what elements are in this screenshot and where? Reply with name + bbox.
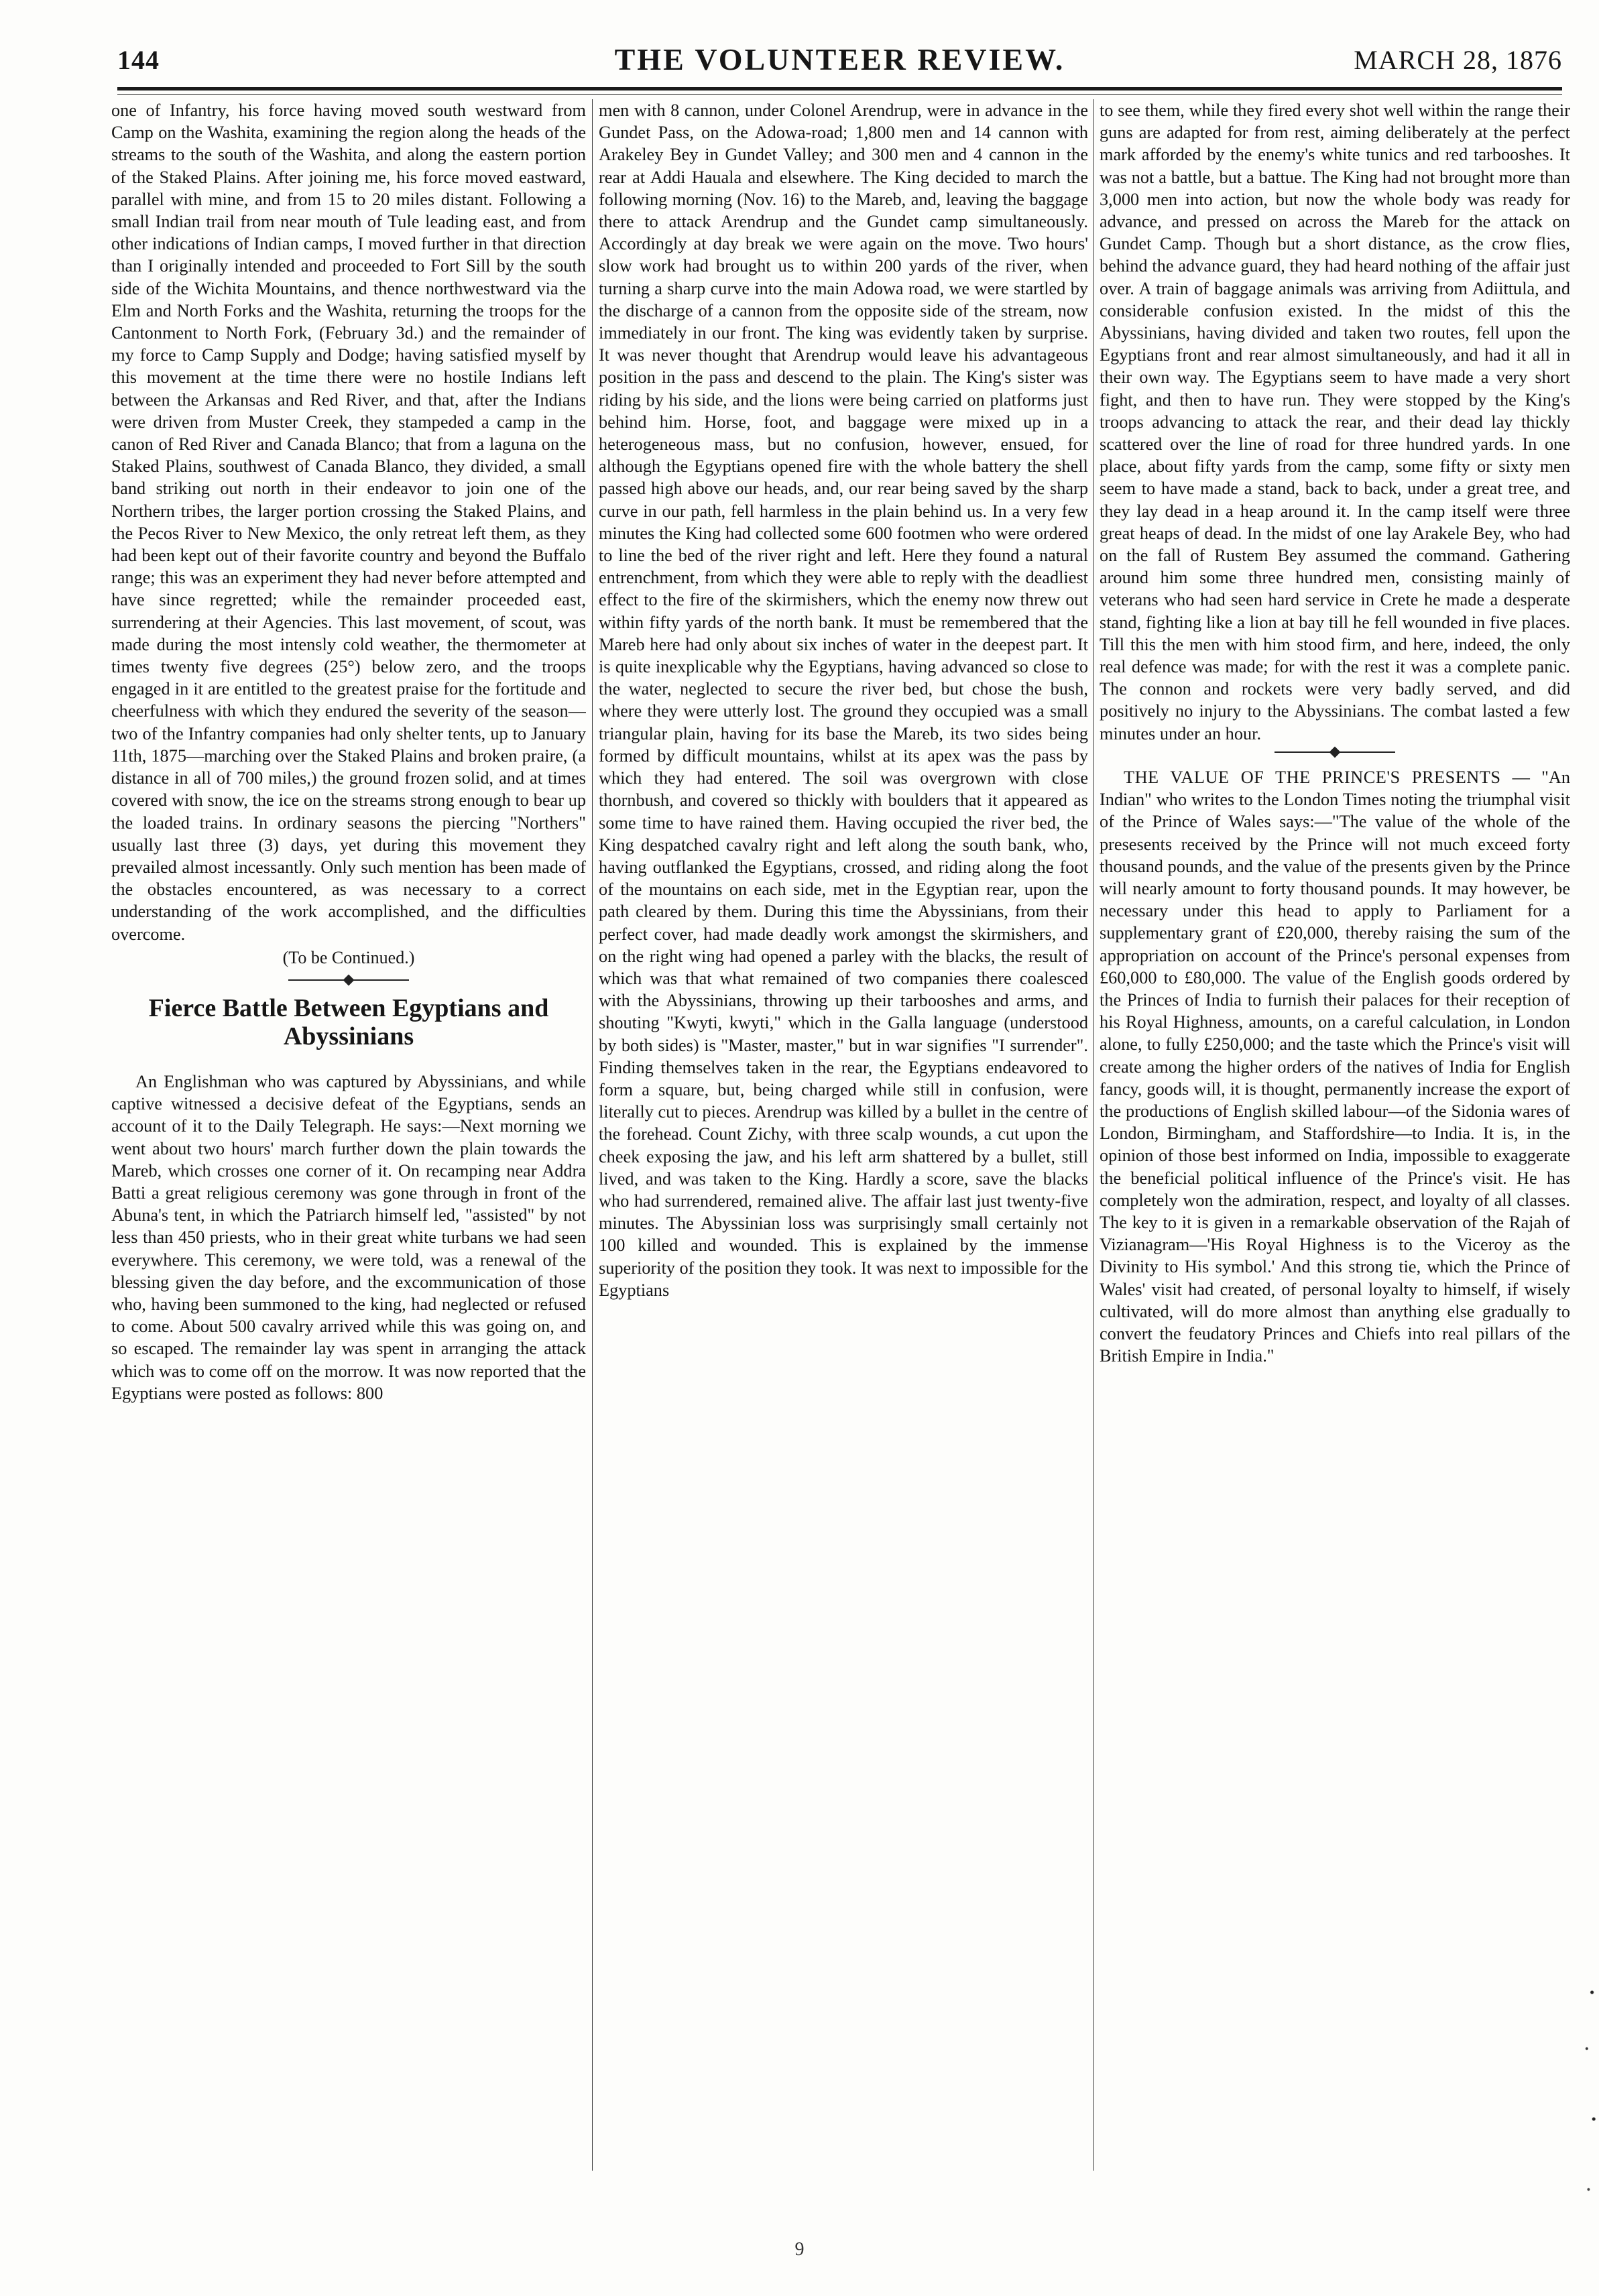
article-separator [288, 975, 409, 985]
column-2 [599, 99, 1088, 2171]
princes-presents-text: "An Indian" who writes to the London Times noting the triumphal visit of the Prince of Wales says:—"The value of the whole of the presesents received by the Prince will not much exceed forty thousand pounds, and the value of the presents given by the Prince will nearly amount to forty thousand pounds. It may however, be necessary under this head to apply to Parliament for a supplementary grant of £20,000, thereby raising the sum of the appropriation on account of the Prince's personal expenses from £60,000 to £80,000. The value of the English goods ordered by the Princes of India to furnish their palaces for their reception of his Royal Highness, amounts, on a careful calculation, in London alone, to fully £250,000; and the taste which the Prince's visit will create among the higher orders of the natives of India for English fancy, goods will, it is thought, permanently increase the export of the productions of English skilled labour—of the Sidonia wares of London, Birmingham, and Staffordshire—to India. It is, in the opinion of those best informed on India, impossible to exaggerate the beneficial political influence of the Prince's visit. He has completely won the admiration, respect, and loyalty of all classes. The key to it is given in a remarkable observation of the Rajah of Vizianagram—'His Royal Highness is to the Viceroy as the Divinity to His symbol.' And this strong tie, which the Prince of Wales' visit had created, of personal loyalty to himself, if wisely cultivated, will do more almost than anything else gradually to convert the feudatory Princes and Chiefs into real pillars of the British Empire in India." [1100, 767, 1570, 1366]
article-continuation-text: one of Infantry, his force having moved south westward from Camp on the Washita, examining the region along the heads of the streams to the south of the Washita, and along the eastern portion of the Staked Plains. After joining me, his force moved eastward, parallel with mine, and from 15 to 20 miles distant. Following a small Indian trail from near mouth of Tule leading east, and from other indications of Indian camps, I moved further in that direction than I originally intended and proceeded to Fort Sill by the south side of the Wichita Mountains, and thence northwestward via the Elm and North Forks and the Washita, returning the troops for the Cantonment to North Fork, (February 3d.) and the remainder of my force to Camp Supply and Dodge; having satisfied myself by this movement at the time there were no hostile Indians left between the Arkansas and Red River, and that, after the Indians were driven from Muster Creek, they stampeded a camp in the canon of Red River and Canada Blanco; that from a laguna on the Staked Plains, southwest of Canada Blanco, they divided, a small band striking out north in their endeavor to join one of the Northern tribes, the larger portion crossing the Staked Plains, and the Pecos River to New Mexico, the only retreat left them, as they had been kept out of their favorite country and beyond the Buffalo range; this was an experiment they had never before attempted and have since regretted; while the remainder proceeded east, surrendering at their Agencies. This last movement, of scout, was made during the most intensly cold weather, the thermometer at times twenty five degrees (25°) below zero, and the troops engaged in it are entitled to the greatest praise for the fortitude and cheerfulness with which they endured the severity of the season—two of the Infantry companies had only shelter tents, up to January 11th, 1875—marching over the Staked Plains and broken praire, (a distance in all of 700 miles,) the ground frozen solid, and at times covered with snow, the ice on the streams strong enough to bear up the loaded trains. In ordinary seasons the piercing "Northers" usually last three (3) days, yet during this movement they prevailed almost incessantly. Only such mention has been made of the obstacles encountered, as was necessary to a correct understanding of the work accomplished, and the difficulties overcome. [111, 101, 586, 944]
folio-mark: 9 [794, 2239, 805, 2260]
article-separator-2 [1275, 747, 1395, 757]
column-3 [1100, 99, 1570, 2171]
article-body-opening: An Englishman who was captured by Abyssinians, and while captive witnessed a decisive defeat of the Egyptians, sends an account of it to the Daily Telegraph. He says:—Next morning we went about two hours' march further down the plain towards the Mareb, which crosses one corner of it. On recamping near Addra Batti a great religious ceremony was gone through in front of the Abuna's tent, in which the Patriarch himself led, "assisted" by not less than 450 priests, who in their great white turbans we had seen everywhere. This ceremony, we were told, was a renewal of the blessing given the day before, and the excommunication of those who, having been summoned to the king, had neglected or refused to come. About 500 cavalry arrived while this was going on, and so escaped. The remainder lay was spent in arranging the attack which was to come off on the morrow. It was now reported that the Egyptians were posted as follows: 800 [111, 1071, 586, 1403]
column-1 [111, 99, 586, 2171]
header-rule-thick [117, 87, 1562, 90]
article-body-end: to see them, while they fired every shot well within the range their guns are adapted for from rest, aiming deliberately at the perfect mark afforded by the enemy's white tunics and red tarbooshes. It was not a battle, but a battue. The King had not brought more than 3,000 men into action, but now the whole body was ready for advance, and pressed on across the Mareb for the attack on Gundet Camp. Though but a short distance, as the crow flies, behind the advance guard, they had heard nothing of the affair just over. A train of baggage animals was arriving from Adiittula, and considerable confusion existed. In the midst of this the Abyssinians, having divided and taken two routes, fell upon the Egyptians front and rear almost simultaneously, and had it all in their own way. The Egyptians seem to have made a very short fight, and then to have run. They were stopped by the King's troops advancing to attack the rear, and their dead lay thickly scattered over the line of road for three hundred yards. In one place, about fifty yards from the camp, some fifty or sixty men seem to have made a stand, back to back, under a great tree, and they lay dead in a heap around it. In the camp itself were three great heaps of dead. In the midst of one lay Arakele Bey, who had on the fall of Rustem Bey assumed the command. Gathering around him some three hundred men, consisting mainly of veterans who had seen hard service in Crete he made a desperate stand, fighting like a lion at bay till he fell wounded in five places. Till this the men with him stood firm, and here, indeed, the only real defence was made; for with the rest it was a complete panic. The connon and rockets were very badly served, and did positively no injury to the Abyssinians. The combat lasted a few minutes under an hour. [1100, 101, 1570, 743]
article-headline: Fierce Battle Between Egyptians and Abyssinians [148, 993, 549, 1050]
masthead [117, 35, 1562, 82]
scan-edge-speckle [1582, 1964, 1599, 2246]
article-body-middle: men with 8 cannon, under Colonel Arendrup, were in advance in the Gundet Pass, on the Adowa-road; 1,800 men and 14 cannon with Arakeley Bey in Gundet Valley; and 300 men and 4 cannon in the rear at Addi Hauala and elsewhere. The King decided to march the following morning (Nov. 16) to the Mareb, and, leaving the baggage there to attack Arendrup and the Gundet camp simultaneously. Accordingly at day break we were again on the move. Two hours' slow work had brought us to within 200 yards of the river, when turning a sharp curve into the main Adowa road, we were startled by the discharge of a cannon from the opposite side of the stream, now immediately in our front. The king was evidently taken by surprise. It was never thought that Arendrup would leave his advantageous position in the pass and descend to the plain. The King's sister was riding by his side, and the lions were being carried on platforms just behind him. Horse, foot, and baggage were mixed up in a heterogeneous mass, but no confusion, however, ensued, for although the Egyptians opened fire with the whole battery the shell passed high above our heads, and, our rear being saved by the sharp curve in our path, fell harmless in the plain behind us. In a very few minutes the King had collected some 600 footmen who were ordered to line the bed of the river right and left. Here they found a natural entrenchment, from which they were able to reply with the deadliest effect to the fire of the skirmishers, which the enemy now threw out within fifty yards of the north bank. It must be remembered that the Mareb here had only about six inches of water in the deepest part. It is quite inexplicable why the Egyptians, having advanced so close to the water, neglected to secure the river bed, but chose the bush, where they were utterly lost. The ground they occupied was a small triangular plain, having for its base the Mareb, its two sides being formed by difficult mountains, whilst at its apex was the pass by which they had entered. The soil was overgrown with close thornbush, and covered so thickly with boulders that it appeared as some time to have rained them. Having occupied the river bed, the King despatched cavalry right and left along the south bank, who, having outflanked the Egyptians, crossed, and riding along the foot of the mountains on each side, met in the Egyptian rear, upon the path cleared by them. During this time the Abyssinians, from their perfect cover, had made deadly work amongst the skirmishers, and on the right wing had opened a parley with the blacks, the result of which was that what remained of two companies there coalesced with the Abyssinians, throwing up their tarbooshes and arms, and shouting "Kwyti, kwyti," which in the Galla language (understood by both sides) is "Master, master," but in war signifies "I surrender". Finding themselves taken in the rear, the Egyptians endeavored to form a square, but, being charged while still in confusion, were literally cut to pieces. Arendrup was killed by a bullet in the centre of the forehead. Count Zichy, with three scalp wounds, a cut upon the cheek exposing the jaw, and his left arm shattered by a bullet, still lived, and was taken to the King. Hardly a score, save the blacks who had surrendered, remained alive. The affair last just twenty-five minutes. The Abyssinian loss was surprisingly small certainly not 100 killed and wounded. This is explained by the immense superiority of the position they took. It was next to impossible for the Egyptians [599, 101, 1088, 1300]
issue-date: MARCH 28, 1876 [1354, 45, 1562, 75]
princes-presents-item [1100, 766, 1570, 1367]
princes-presents-heading: THE VALUE OF THE PRINCE'S PRESENTS — [1124, 767, 1531, 787]
column-rule-left [592, 99, 593, 2171]
header-rule-thin [117, 94, 1562, 95]
column-rule-right [1093, 99, 1094, 2171]
page-number: 144 [117, 45, 160, 75]
journal-title: THE VOLUNTEER REVIEW. [614, 42, 1065, 76]
to-be-continued-note: (To be Continued.) [282, 947, 415, 967]
